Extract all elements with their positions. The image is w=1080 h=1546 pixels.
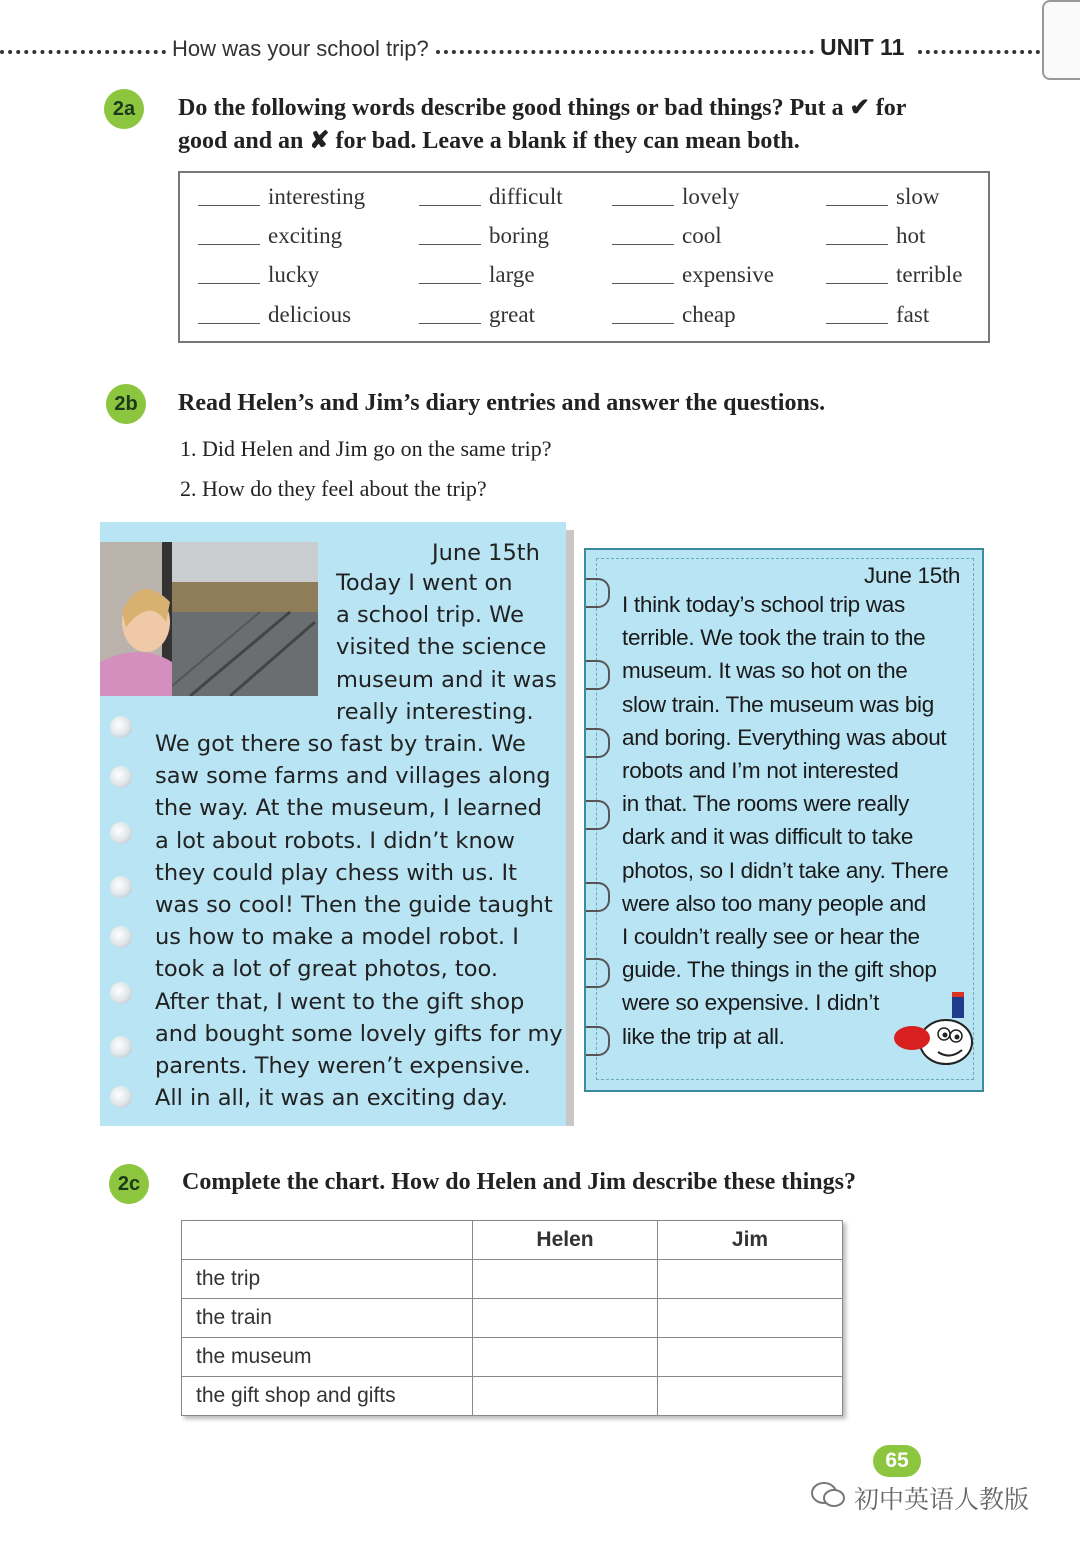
helen-diary-line: was so cool! Then the guide taught [155, 892, 553, 918]
chart-header-helen: Helen [473, 1221, 658, 1260]
wechat-icon [810, 1481, 846, 1515]
answer-blank [612, 282, 674, 284]
helen-diary-line: visited the science [336, 634, 547, 661]
instruction-2b: Read Helen’s and Jim’s diary entries and answer the questions. [178, 390, 826, 416]
word-item [826, 262, 962, 288]
word-text: cool [682, 223, 722, 248]
binder-hook-icon [586, 800, 610, 830]
unit-label: UNIT 11 [820, 34, 905, 60]
header-dots-middle [436, 50, 814, 54]
answer-blank [198, 282, 260, 284]
binder-hook-icon [586, 578, 610, 608]
helen-diary-line: us how to make a model robot. I [155, 924, 519, 951]
answer-blank [419, 204, 481, 206]
clown-face-illustration [890, 988, 976, 1078]
answer-blank [826, 322, 888, 324]
answer-blank [612, 322, 674, 324]
word-item [419, 302, 535, 328]
binder-hook-icon [586, 958, 610, 988]
word-item [826, 184, 939, 210]
answer-blank [419, 282, 481, 284]
chart-cell-jim [658, 1299, 843, 1338]
answer-blank [612, 204, 674, 206]
chart-cell-helen [473, 1299, 658, 1338]
jim-diary-line: terrible. We took the train to the [622, 625, 926, 651]
word-text: hot [896, 223, 926, 248]
word-text: slow [896, 184, 940, 209]
binder-ring-icon [110, 1086, 132, 1108]
jim-diary-line: guide. The things in the gift shop [622, 957, 937, 983]
answer-blank [198, 243, 260, 245]
page-number: 65 [873, 1445, 921, 1477]
word-item [419, 223, 549, 249]
binder-ring-icon [110, 876, 132, 898]
chart-cell-helen [473, 1260, 658, 1299]
helen-diary-spine [566, 530, 574, 1126]
word-item [826, 302, 929, 328]
watermark-text: 初中英语人教版 [854, 1485, 1030, 1514]
jim-diary-line: like the trip at all. [622, 1023, 785, 1049]
jim-diary-line: slow train. The museum was big [622, 691, 934, 717]
chart-header-blank [182, 1221, 473, 1260]
lesson-title: How was your school trip? [172, 36, 429, 61]
jim-diary-line: photos, so I didn’t take any. There [622, 857, 949, 883]
comparison-chart [181, 1220, 843, 1416]
answer-blank [826, 204, 888, 206]
chart-row [182, 1299, 843, 1338]
question-2: 2. How do they feel about the trip? [180, 476, 487, 501]
chart-cell-jim [658, 1377, 843, 1416]
chart-row-label: the gift shop and gifts [182, 1377, 473, 1416]
wechat-watermark [810, 1480, 1029, 1516]
badge-2b: 2b [106, 384, 146, 424]
chart-row-label: the train [182, 1299, 473, 1338]
jim-diary-line: robots and I’m not interested [622, 758, 899, 783]
badge-2a: 2a [104, 89, 144, 129]
jim-diary-line: I think today’s school trip was [622, 592, 905, 617]
chart-cell-jim [658, 1338, 843, 1377]
helen-diary-date: June 15th [432, 540, 540, 566]
binder-ring-icon [110, 982, 132, 1004]
chart-row-label: the trip [182, 1260, 473, 1299]
word-text: lucky [268, 262, 320, 287]
word-text: delicious [268, 302, 352, 327]
page-edge-tab [1042, 0, 1080, 80]
helen-diary-line: took a lot of great photos, too. [155, 956, 498, 983]
binder-hook-icon [586, 882, 610, 912]
answer-blank [198, 204, 260, 206]
word-item [198, 223, 342, 249]
word-text: boring [489, 223, 550, 248]
binder-ring-icon [110, 926, 132, 948]
jim-diary-date: June 15th [864, 563, 961, 588]
answer-blank [826, 282, 888, 284]
instruction-2a-line1: Do the following words describe good things or bad things? Put a ✔ for [178, 95, 907, 121]
girl-on-train-photo [100, 542, 318, 696]
header-dots-left [0, 50, 166, 54]
question-1: 1. Did Helen and Jim go on the same trip? [180, 436, 552, 461]
jim-diary-line: museum. It was so hot on the [622, 658, 908, 684]
answer-blank [826, 243, 888, 245]
answer-blank [198, 322, 260, 324]
word-item [612, 184, 740, 210]
word-text: great [489, 302, 535, 327]
word-item [612, 223, 722, 249]
chart-row [182, 1338, 843, 1377]
jim-diary-line: in that. The rooms were really [622, 791, 909, 817]
chart-cell-helen [473, 1338, 658, 1377]
word-text: expensive [682, 262, 774, 287]
word-item [612, 262, 774, 288]
header-dots-right [918, 50, 1040, 54]
chart-cell-helen [473, 1377, 658, 1416]
word-text: cheap [682, 302, 736, 327]
instruction-2a-line2: good and an ✘ for bad. Leave a blank if they can mean both. [178, 128, 800, 154]
helen-diary-line: saw some farms and villages along [155, 763, 551, 790]
instruction-2c: Complete the chart. How do Helen and Jim describe these things? [182, 1169, 856, 1195]
word-text: lovely [682, 184, 740, 209]
helen-diary-line: they could play chess with us. It [155, 859, 517, 886]
word-text: fast [896, 302, 930, 327]
jim-diary-line: were also too many people and [622, 890, 927, 916]
binder-ring-icon [110, 766, 132, 788]
jim-diary-line: were so expensive. I didn’t [622, 990, 880, 1016]
binder-ring-icon [110, 716, 132, 738]
word-item [419, 184, 563, 210]
chart-row [182, 1377, 843, 1416]
jim-diary-line: I couldn’t really see or hear the [622, 924, 920, 949]
answer-blank [419, 243, 481, 245]
chart-cell-jim [658, 1260, 843, 1299]
helen-diary-line: parents. They weren’t expensive. [155, 1053, 531, 1079]
chart-body [182, 1260, 843, 1416]
word-item [826, 223, 925, 249]
word-item [198, 302, 351, 328]
word-item [198, 184, 365, 210]
word-item [419, 262, 535, 288]
word-text: exciting [268, 223, 343, 248]
jim-diary-line: dark and it was difficult to take [622, 824, 914, 850]
word-text: terrible [896, 262, 963, 287]
helen-diary-line: All in all, it was an exciting day. [155, 1085, 508, 1112]
binder-ring-icon [110, 822, 132, 844]
helen-diary-line: a lot about robots. I didn’t know [155, 827, 515, 854]
jim-diary-line: and boring. Everything was about [622, 724, 947, 750]
helen-diary-line: Today I went on [336, 570, 513, 596]
helen-diary-line: We got there so fast by train. We [155, 731, 526, 757]
helen-diary-line: really interesting. [336, 698, 534, 725]
chart-row-label: the museum [182, 1338, 473, 1377]
word-item [612, 302, 736, 328]
helen-diary-line: museum and it was [336, 666, 557, 693]
badge-2c: 2c [109, 1164, 149, 1204]
chart-row [182, 1260, 843, 1299]
answer-blank [419, 322, 481, 324]
helen-diary-line: the way. At the museum, I learned [155, 795, 542, 822]
helen-diary-line: After that, I went to the gift shop [155, 988, 525, 1015]
chart-header-row [182, 1221, 843, 1260]
helen-diary-line: a school trip. We [336, 602, 524, 629]
binder-hook-icon [586, 660, 610, 690]
answer-blank [612, 243, 674, 245]
helen-diary-line: and bought some lovely gifts for my [155, 1020, 563, 1047]
word-item [198, 262, 319, 288]
chart-header-jim: Jim [658, 1221, 843, 1260]
word-text: difficult [489, 184, 563, 209]
word-text: large [489, 262, 535, 287]
binder-hook-icon [586, 1026, 610, 1056]
binder-hook-icon [586, 728, 610, 758]
binder-ring-icon [110, 1036, 132, 1058]
word-text: interesting [268, 184, 366, 209]
